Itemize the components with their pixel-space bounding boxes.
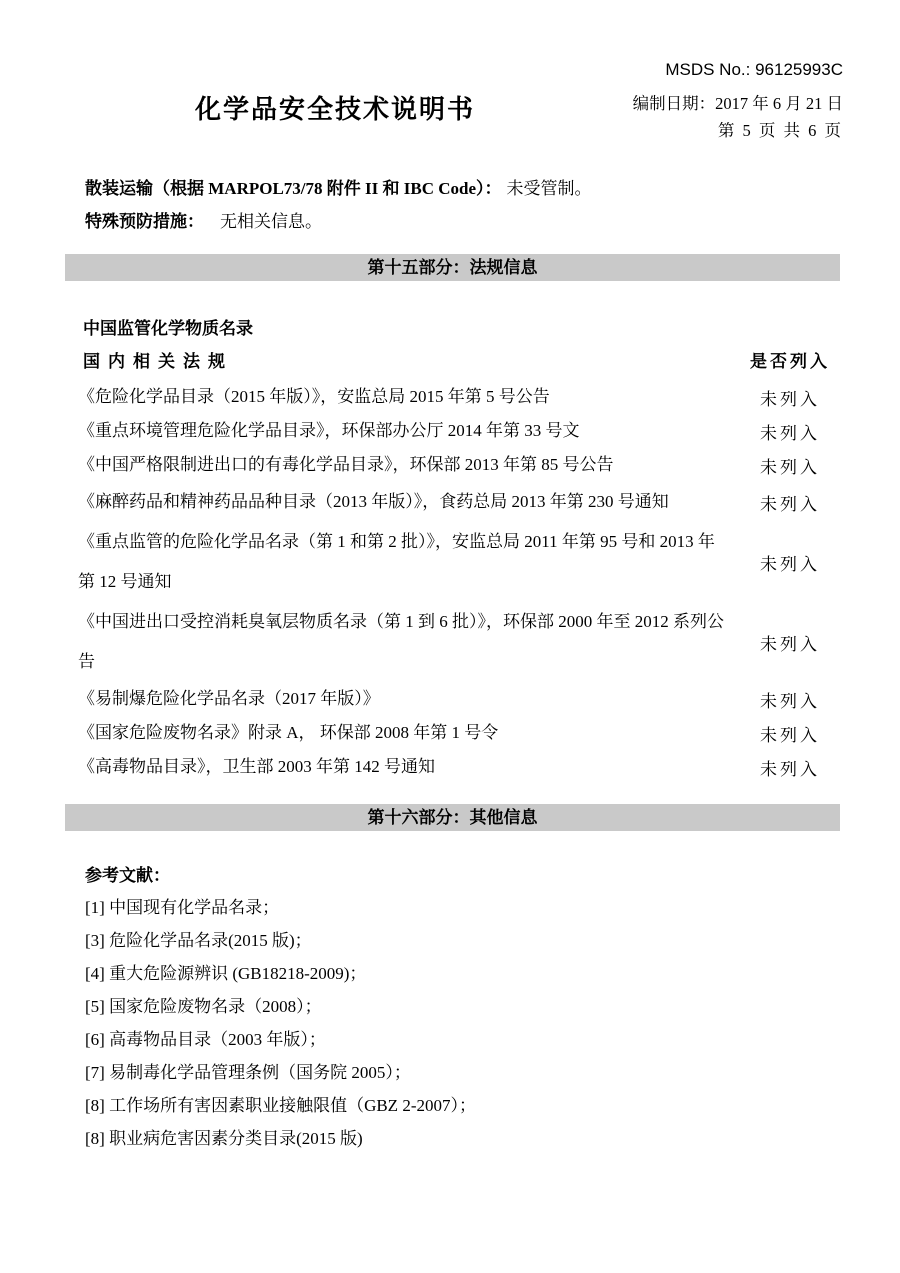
document-content bbox=[65, 178, 840, 1155]
transport-remarks bbox=[65, 178, 840, 233]
listed-status: 未列入 bbox=[760, 423, 820, 443]
table-row bbox=[65, 414, 840, 448]
regulation-name: 《国家危险废物名录》附录 A， 环保部 2008 年第 1 号令 bbox=[78, 723, 499, 742]
table-row bbox=[65, 482, 840, 522]
regulation-name: 《高毒物品目录》，卫生部 2003 年第 142 号通知 bbox=[78, 757, 435, 776]
listed-status: 未列入 bbox=[760, 759, 820, 779]
table-row bbox=[65, 750, 840, 784]
regulations-table-header bbox=[65, 352, 840, 372]
regulation-name: 《易制爆危险化学品名录（2017 年版）》 bbox=[78, 689, 380, 708]
page-number: 第 5 页 共 6 页 bbox=[717, 121, 843, 140]
reference-item: [3] 危险化学品名录(2015 版)； bbox=[85, 931, 312, 950]
references-list bbox=[65, 891, 840, 1155]
reference-item: [7] 易制毒化学品管理条例（国务院 2005）； bbox=[85, 1063, 411, 1082]
regulation-name: 《中国严格限制进出口的有毒化学品目录》，环保部 2013 年第 85 号公告 bbox=[78, 455, 614, 474]
listed-status: 未列入 bbox=[760, 457, 820, 477]
regulation-name: 《中国进出口受控消耗臭氧层物质名录（第 1 到 6 批）》，环保部 2000 年至 2012 系列公告 bbox=[78, 612, 724, 671]
regulation-name: 《麻醉药品和精神药品品种目录（2013 年版）》，食药总局 2013 年第 230 号通知 bbox=[78, 492, 669, 511]
listed-status: 未列入 bbox=[760, 725, 820, 745]
reference-item: [4] 重大危险源辨识 (GB18218-2009)； bbox=[85, 964, 367, 983]
table-row bbox=[65, 522, 840, 602]
bulk-transport-value: 未受管制。 bbox=[506, 179, 592, 198]
listed-status: 未列入 bbox=[760, 494, 820, 514]
section-16-header: 第十六部分：其他信息 bbox=[65, 804, 840, 831]
listed-status: 未列入 bbox=[760, 554, 820, 574]
regulation-name: 《重点监管的危险化学品名录（第 1 和第 2 批）》，安监总局 2011 年第 95 号和 2013 年第 12 号通知 bbox=[78, 532, 715, 591]
special-precautions-label: 特殊预防措施： bbox=[85, 212, 204, 231]
bulk-transport-label: 散装运输（根据 MARPOL73/78 附件 II 和 IBC Code）： bbox=[85, 179, 502, 198]
reference-item: [1] 中国现有化学品名录； bbox=[85, 898, 280, 917]
reference-item: [8] 工作场所有害因素职业接触限值（GBZ 2-2007）； bbox=[85, 1096, 476, 1115]
reference-item: [5] 国家危险废物名录（2008）； bbox=[85, 997, 322, 1016]
listed-column-header: 是否列入 bbox=[750, 352, 830, 371]
regulation-column-header: 国内相关法规 bbox=[83, 352, 233, 371]
regulation-name: 《危险化学品目录（2015 年版）》，安监总局 2015 年第 5 号公告 bbox=[78, 387, 550, 406]
msds-number: MSDS No.: 96125993C bbox=[665, 60, 843, 79]
table-row bbox=[65, 448, 840, 482]
listed-status: 未列入 bbox=[760, 389, 820, 409]
table-row bbox=[65, 682, 840, 716]
listed-status: 未列入 bbox=[760, 691, 820, 711]
table-row bbox=[65, 380, 840, 414]
special-precautions-value: 无相关信息。 bbox=[220, 212, 322, 231]
reference-item: [8] 职业病危害因素分类目录(2015 版) bbox=[85, 1129, 363, 1148]
reference-item: [6] 高毒物品目录（2003 年版）； bbox=[85, 1030, 326, 1049]
regulation-name: 《重点环境管理危险化学品目录》，环保部办公厅 2014 年第 33 号文 bbox=[78, 421, 580, 440]
table-row bbox=[65, 602, 840, 682]
special-precautions-line bbox=[85, 211, 840, 233]
document-title: 化学品安全技术说明书 bbox=[195, 95, 476, 124]
listed-status: 未列入 bbox=[760, 634, 820, 654]
document-info-block bbox=[633, 60, 843, 141]
china-regulated-chemicals-title: 中国监管化学物质名录 bbox=[83, 319, 253, 338]
table-row bbox=[65, 716, 840, 750]
section-15-header: 第十五部分：法规信息 bbox=[65, 254, 840, 281]
references-title: 参考文献： bbox=[85, 866, 170, 885]
regulations-table bbox=[65, 380, 840, 784]
compile-date: 编制日期：2017 年 6 月 21 日 bbox=[632, 94, 843, 113]
bulk-transport-line bbox=[85, 178, 840, 200]
